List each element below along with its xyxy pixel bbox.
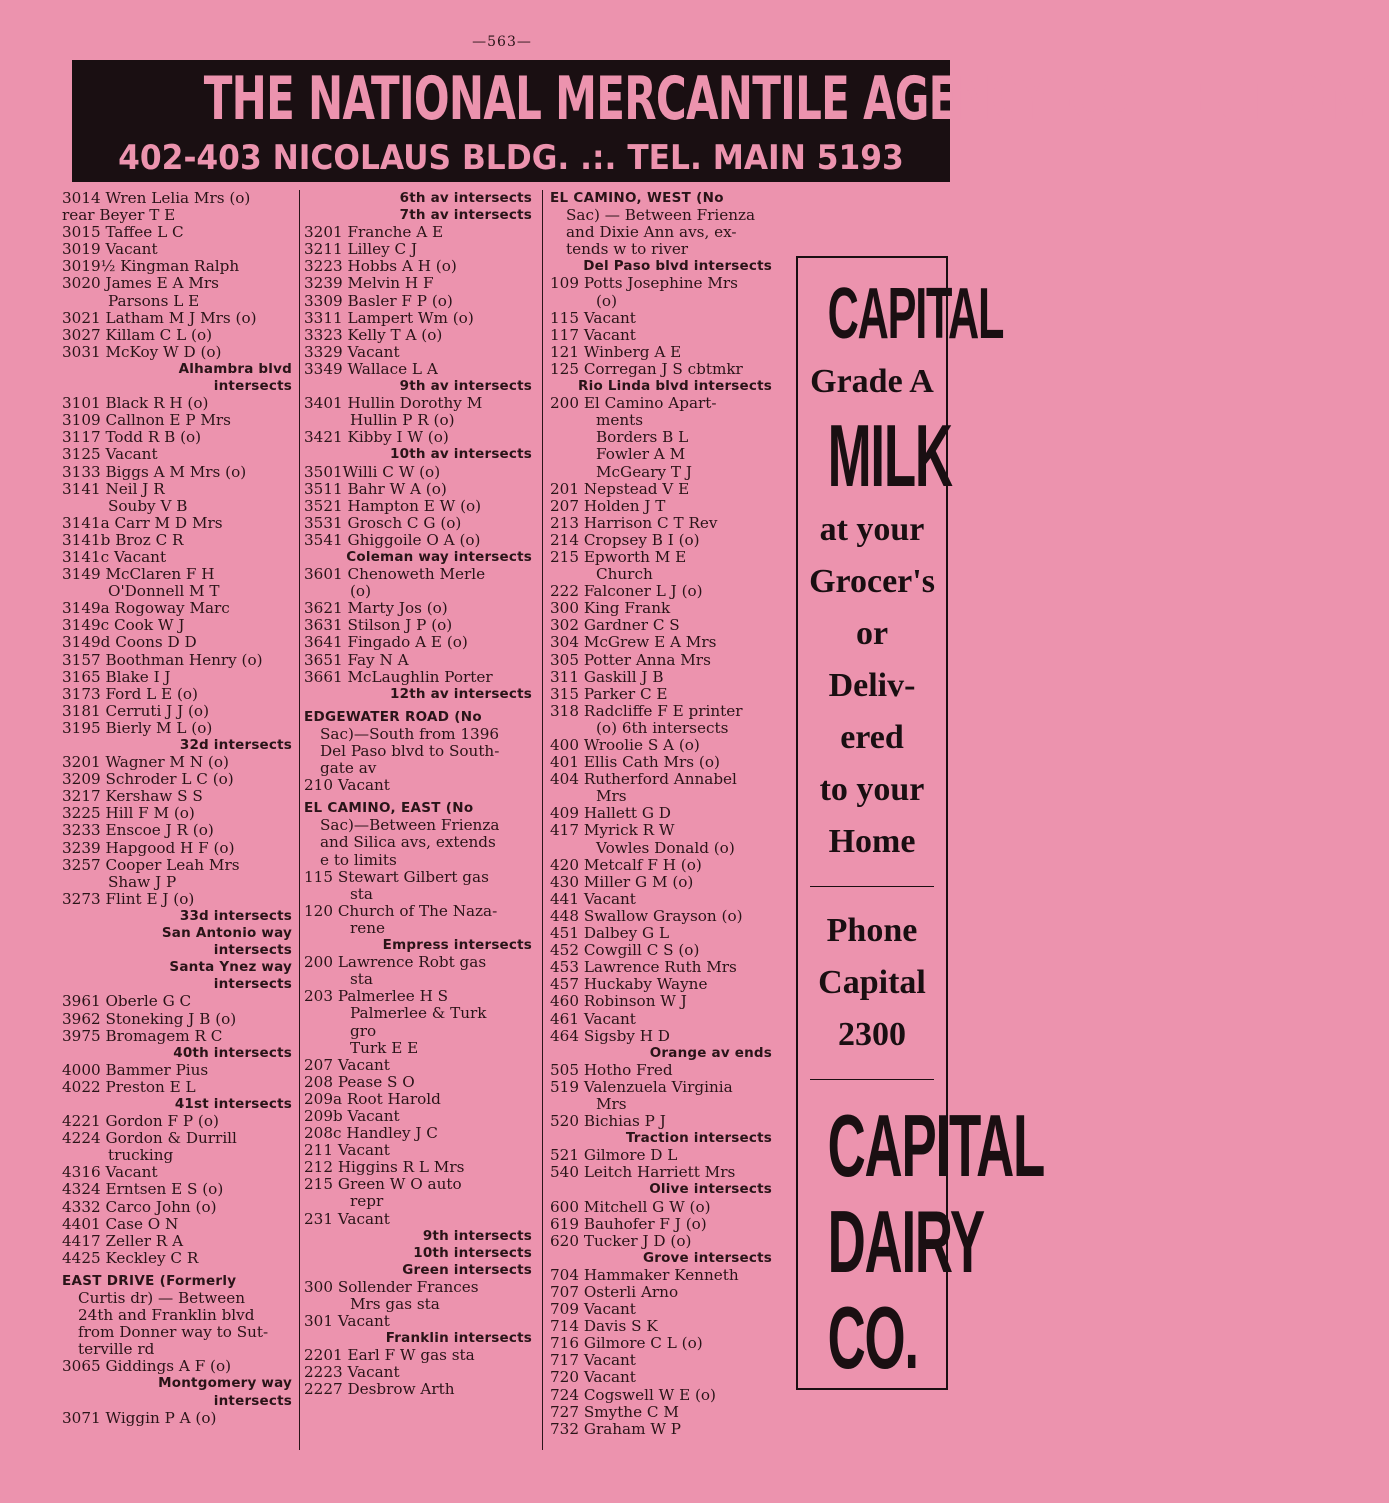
directory-entry: 453 Lawrence Ruth Mrs [550,958,737,977]
cross-street-note: intersects [213,942,292,959]
directory-entry: 3217 Kershaw S S [62,787,203,806]
directory-entry: rear Beyer T E [62,206,176,225]
street-heading: EL CAMINO, WEST (No [550,190,724,206]
street-heading: gate av [320,759,377,778]
directory-entry: 3239 Hapgood H F (o) [62,838,235,857]
directory-entry: 117 Vacant [550,325,636,344]
directory-entry: 3065 Giddings A F (o) [62,1357,232,1376]
directory-entry: 3157 Boothman Henry (o) [62,650,263,669]
cross-street-note: 10th intersects [413,1244,532,1261]
directory-entry: 231 Vacant [304,1209,390,1228]
directory-entry: 707 Osterli Arno [550,1283,679,1301]
directory-entry: 3541 Ghiggoile O A (o) [304,530,481,549]
directory-entry: 3421 Kibby I W (o) [304,428,449,447]
directory-entry: 301 Vacant [304,1312,390,1331]
directory-entry: 417 Myrick R W [550,821,675,840]
directory-entry: 3109 Callnon E P Mrs [62,411,231,430]
directory-entry: 520 Bichias P J [550,1112,666,1131]
directory-entry: 115 Vacant [550,308,636,327]
directory-entry: 400 Wroolie S A (o) [550,736,700,754]
directory-entry: 460 Robinson W J [550,992,687,1011]
directory-entry: 3223 Hobbs A H (o) [304,257,457,276]
directory-entry: 3661 McLaughlin Porter [304,667,493,686]
directory-entry: 209b Vacant [304,1106,400,1125]
ad-or: or [855,615,889,652]
ad-grade: Grade A [810,363,934,400]
directory-entry: 207 Vacant [304,1055,390,1074]
directory-entry: Mrs [596,1094,627,1113]
directory-entry: 404 Rutherford Annabel [550,770,737,789]
directory-entry: Mrs [596,787,627,806]
directory-entry: 505 Hotho Fred [550,1060,673,1079]
ad-capital: CAPITAL [827,274,1004,354]
street-heading: and Dixie Ann avs, ex- [566,223,737,242]
directory-entry: 3195 Bierly M L (o) [62,718,213,737]
directory-entry: 3141c Vacant [62,547,167,566]
directory-entry: 215 Green W O auto [304,1175,462,1194]
directory-entry: 716 Gilmore C L (o) [550,1334,703,1353]
directory-entry: 3209 Schroder L C (o) [62,770,234,789]
street-heading: terville rd [78,1340,155,1359]
directory-entry: 300 King Frank [550,599,671,618]
street-heading: e to limits [320,850,397,869]
page-number: —563— [472,34,532,50]
directory-entry: repr [350,1192,384,1211]
directory-entry: McGeary T J [596,462,692,481]
street-heading: tends w to river [566,240,689,259]
directory-column-3 [550,190,772,1438]
directory-entry: 208c Handley J C [304,1124,438,1143]
directory-entry: 318 Radcliffe F E printer [550,701,743,720]
directory-entry: 461 Vacant [550,1009,636,1028]
directory-entry: 311 Gaskill J B [550,667,664,686]
cross-street-note: 12th av intersects [390,685,532,702]
cross-street-note: Alhambra blvd [178,360,292,377]
directory-entry: 222 Falconer L J (o) [550,582,703,601]
directory-entry: 4425 Keckley C R [62,1248,199,1267]
ad-co: CO. [827,1288,918,1387]
directory-entry: 3141a Carr M D Mrs [62,513,223,532]
directory-entry: 3141b Broz C R [62,530,184,549]
directory-entry: 214 Cropsey B I (o) [550,530,700,549]
directory-entry: Borders B L [596,428,689,447]
directory-entry: 727 Smythe C M [550,1402,679,1421]
directory-entry: 212 Higgins R L Mrs [304,1158,465,1177]
capital-dairy-advertisement [796,256,1045,1390]
directory-entry: sta [350,884,373,903]
directory-entry: 620 Tucker J D (o) [550,1231,692,1250]
ad-phone: Phone [826,912,918,949]
directory-entry: 3020 James E A Mrs [62,274,219,293]
cross-street-note: 10th av intersects [390,446,532,463]
directory-entry: 709 Vacant [550,1300,636,1319]
directory-entry: 4401 Case O N [62,1214,179,1233]
directory-column-1 [62,190,292,1427]
street-heading: Sac)—South from 1396 [320,724,500,743]
directory-entry: Shaw J P [108,872,177,891]
ad-at-your: at your [819,511,925,548]
directory-entry: 2223 Vacant [304,1363,400,1382]
cross-street-note: Grove intersects [642,1249,772,1266]
directory-entry: 3961 Oberle G C [62,992,192,1011]
directory-entry: 121 Winberg A E [550,342,682,361]
street-heading: from Donner way to Sut- [78,1323,269,1342]
directory-entry: 207 Holden J T [550,496,666,515]
cross-street-note: Del Paso blvd intersects [583,258,772,275]
street-heading: EAST DRIVE (Formerly [62,1272,237,1289]
directory-entry: 3181 Cerruti J J (o) [62,701,210,720]
directory-entry: 3019½ Kingman Ralph [62,257,240,276]
directory-entry: 213 Harrison C T Rev [550,513,718,532]
directory-entry: 3601 Chenoweth Merle [304,565,486,584]
directory-entry: 3149c Cook W J [62,616,185,635]
directory-entry: 3273 Flint E J (o) [62,889,195,908]
directory-entry: 209a Root Harold [304,1089,441,1108]
directory-entry: 3501Willi C W (o) [304,462,441,481]
directory-entry: 208 Pease S O [304,1072,415,1091]
cross-street-note: intersects [213,976,292,993]
directory-entry: Palmerlee & Turk [350,1004,487,1023]
cross-street-note: Empress intersects [382,937,532,954]
directory-entry: 3239 Melvin H F [304,274,434,293]
directory-entry: 714 Davis S K [550,1317,658,1336]
column-divider [542,190,543,1450]
cross-street-note: Green intersects [402,1261,532,1278]
directory-entry: 215 Epworth M E [550,547,687,566]
directory-entry: 3071 Wiggin P A (o) [62,1408,217,1427]
directory-entry: 3101 Black R H (o) [62,394,209,413]
directory-entry: trucking [108,1146,174,1165]
directory-entry: Parsons L E [108,291,200,310]
directory-entry: 451 Dalbey G L [550,924,670,943]
cross-street-note: 33d intersects [179,907,292,924]
directory-entry: 109 Potts Josephine Mrs [550,274,738,293]
directory-entry: 457 Huckaby Wayne [550,975,708,994]
directory-entry: 430 Miller G M (o) [550,872,694,891]
cross-street-note: Santa Ynez way [169,959,292,976]
cross-street-note: Traction intersects [625,1130,772,1147]
directory-entry: 3401 Hullin Dorothy M [304,394,483,413]
directory-entry: 3015 Taffee L C [62,223,184,242]
column-divider [299,190,300,1450]
directory-entry: 3149d Coons D D [62,633,197,652]
cross-street-note: Orange av ends [649,1044,772,1061]
directory-entry: 4022 Preston E L [62,1077,196,1096]
directory-entry: (o) [350,582,371,601]
directory-entry: 724 Cogswell W E (o) [550,1385,716,1404]
cross-street-note: 40th intersects [173,1044,292,1061]
cross-street-note: 6th av intersects [399,190,532,206]
directory-entry: 3021 Latham M J Mrs (o) [62,308,257,327]
directory-entry: 4224 Gordon & Durrill [62,1129,237,1148]
directory-entry: 203 Palmerlee H S [304,987,449,1006]
directory-entry: 3233 Enscoe J R (o) [62,821,214,840]
directory-entry: Fowler A M [596,445,686,464]
ad-milk: MILK [827,406,952,505]
street-heading: EDGEWATER ROAD (No [304,708,482,725]
directory-entry: 540 Leitch Harriett Mrs [550,1163,736,1182]
directory-entry: 600 Mitchell G W (o) [550,1197,711,1216]
ad-grocers: Grocer's [809,563,935,600]
directory-entry: 409 Hallett G D [550,804,671,823]
directory-entry: 720 Vacant [550,1368,636,1387]
ad-capital-2: CAPITAL [827,1096,1045,1195]
cross-street-note: 9th av intersects [399,378,532,395]
directory-entry: 3125 Vacant [62,445,158,464]
mercantile-agency-banner [72,60,1389,182]
directory-entry: 464 Sigsby H D [550,1026,670,1045]
directory-entry: 3027 Killam C L (o) [62,325,213,344]
directory-entry: (o) [596,291,617,310]
directory-column-2 [304,190,532,1399]
directory-entry: 200 Lawrence Robt gas [304,953,487,972]
ad-dairy: DAIRY [827,1192,984,1291]
directory-entry: 3349 Wallace L A [304,359,438,378]
cross-street-note: San Antonio way [161,925,292,942]
directory-entry: 3141 Neil J R [62,479,165,498]
directory-entry: 302 Gardner C S [550,616,680,635]
directory-entry: 3173 Ford L E (o) [62,684,198,703]
directory-entry: 452 Cowgill C S (o) [550,941,700,960]
street-heading: Sac)—Between Frienza [320,816,500,835]
directory-entry: 4324 Erntsen E S (o) [62,1180,224,1199]
directory-entry: 2201 Earl F W gas sta [304,1346,475,1365]
directory-entry: Mrs gas sta [350,1295,440,1313]
cross-street-note: Montgomery way [158,1375,292,1392]
cross-street-note: 32d intersects [179,737,292,753]
directory-entry: 4000 Bammer Pius [62,1060,209,1079]
directory-entry: 3651 Fay N A [304,650,409,669]
directory-entry: 300 Sollender Frances [304,1277,479,1296]
directory-entry: sta [350,970,373,989]
directory-entry: 521 Gilmore D L [550,1146,678,1165]
ad-to-your: to your [819,771,925,808]
cross-street-note: Olive intersects [649,1181,772,1198]
directory-entry: 619 Bauhofer F J (o) [550,1214,707,1233]
directory-entry: 3311 Lampert Wm (o) [304,308,474,327]
directory-entry: ments [596,411,644,430]
directory-entry: 3225 Hill F M (o) [62,804,195,823]
directory-entry: 3309 Basler F P (o) [304,291,453,310]
cross-street-note: intersects [213,378,292,395]
directory-entry: 448 Swallow Grayson (o) [550,906,743,925]
directory-entry: rene [350,918,386,937]
directory-entry: 3329 Vacant [304,342,400,361]
street-heading: and Silica avs, extends [320,833,496,852]
directory-entry: 211 Vacant [304,1141,390,1160]
street-heading: Curtis dr) — Between [78,1289,246,1307]
directory-entry: 201 Nepstead V E [550,479,690,498]
directory-entry: 3117 Todd R B (o) [62,428,202,447]
directory-entry: 120 Church of The Naza- [304,901,498,920]
directory-entry: Hullin P R (o) [350,411,455,430]
ad-phone-number: 2300 [838,1016,906,1053]
directory-entry: 4417 Zeller R A [62,1231,184,1250]
directory-entry: 3631 Stilson J P (o) [304,616,453,635]
directory-entry: 3257 Cooper Leah Mrs [62,855,240,874]
banner-title: THE NATIONAL MERCANTILE AGENCY–COLLECTIONS [203,64,1389,134]
cross-street-note: intersects [213,1392,292,1409]
directory-entry: 315 Parker C E [550,684,668,703]
directory-entry: 3521 Hampton E W (o) [304,496,482,515]
ad-deliv: Deliv- [828,667,916,704]
directory-entry: 3641 Fingado A E (o) [304,633,468,652]
directory-entry: Souby V B [108,496,188,515]
cross-street-note: Coleman way intersects [346,548,532,565]
directory-entry: 3165 Blake I J [62,667,171,686]
directory-entry: (o) 6th intersects [596,718,729,737]
directory-entry: 3201 Wagner M N (o) [62,753,229,772]
street-heading: Del Paso blvd to South- [320,742,500,760]
street-heading: EL CAMINO, EAST (No [304,800,474,817]
directory-entry: Church [596,565,653,584]
cross-street-note: 7th av intersects [399,207,532,224]
cross-street-note: Franklin intersects [385,1330,532,1347]
directory-entry: 3975 Bromagem R C [62,1026,223,1045]
directory-entry: 3031 McKoy W D (o) [62,342,222,361]
ad-home: Home [828,823,916,860]
directory-entry: 519 Valenzuela Virginia [550,1077,733,1096]
directory-entry: 3019 Vacant [62,240,158,259]
directory-entry: 305 Potter Anna Mrs [550,650,711,669]
directory-entry: 3201 Franche A E [304,223,444,242]
directory-entry: 3133 Biggs A M Mrs (o) [62,462,247,481]
directory-entry: 210 Vacant [304,776,390,795]
directory-entry: 4221 Gordon F P (o) [62,1112,219,1131]
directory-entry: 732 Graham W P [550,1419,681,1438]
directory-entry: 125 Corregan J S cbtmkr [550,359,743,378]
directory-entry: 4332 Carco John (o) [62,1197,217,1216]
cross-street-note: Rio Linda blvd intersects [578,378,772,395]
directory-entry: 401 Ellis Cath Mrs (o) [550,753,720,772]
directory-entry: 304 McGrew E A Mrs [550,633,717,652]
directory-entry: 3511 Bahr W A (o) [304,479,447,498]
directory-entry: 441 Vacant [550,889,636,908]
directory-entry: 2227 Desbrow Arth [304,1380,455,1399]
directory-entry: 3323 Kelly T A (o) [304,325,443,344]
directory-entry: O'Donnell M T [108,582,220,601]
directory-entry: 3621 Marty Jos (o) [304,599,448,618]
cross-street-note: 9th intersects [422,1227,532,1244]
street-heading: Sac) — Between Frienza [566,206,756,225]
directory-entry: 420 Metcalf F H (o) [550,855,702,874]
directory-entry: 3211 Lilley C J [304,240,418,259]
ad-ered: ered [840,719,904,756]
ad-phone-exchange: Capital [818,964,926,1001]
directory-entry: Vowles Donald (o) [596,838,735,857]
directory-entry: Turk E E [350,1038,419,1057]
cross-street-note: 41st intersects [174,1095,292,1112]
ad-divider [810,886,934,887]
directory-entry: 3962 Stoneking J B (o) [62,1009,237,1028]
directory-entry: 717 Vacant [550,1351,636,1370]
directory-entry: 3014 Wren Lelia Mrs (o) [62,189,251,207]
directory-entry: 3531 Grosch C G (o) [304,513,462,532]
directory-entry: 4316 Vacant [62,1163,158,1182]
directory-entry: 3149 McClaren F H [62,565,215,584]
directory-entry: 704 Hammaker Kenneth [550,1265,739,1284]
directory-entry: gro [350,1021,377,1040]
directory-entry: 200 El Camino Apart- [550,394,717,413]
street-heading: 24th and Franklin blvd [78,1306,255,1325]
directory-entry: 115 Stewart Gilbert gas [304,867,489,886]
ad-divider [810,1079,934,1080]
banner-address: 402-403 NICOLAUS BLDG. .:. TEL. MAIN 5193 [118,138,904,178]
directory-entry: 3149a Rogoway Marc [62,599,230,618]
